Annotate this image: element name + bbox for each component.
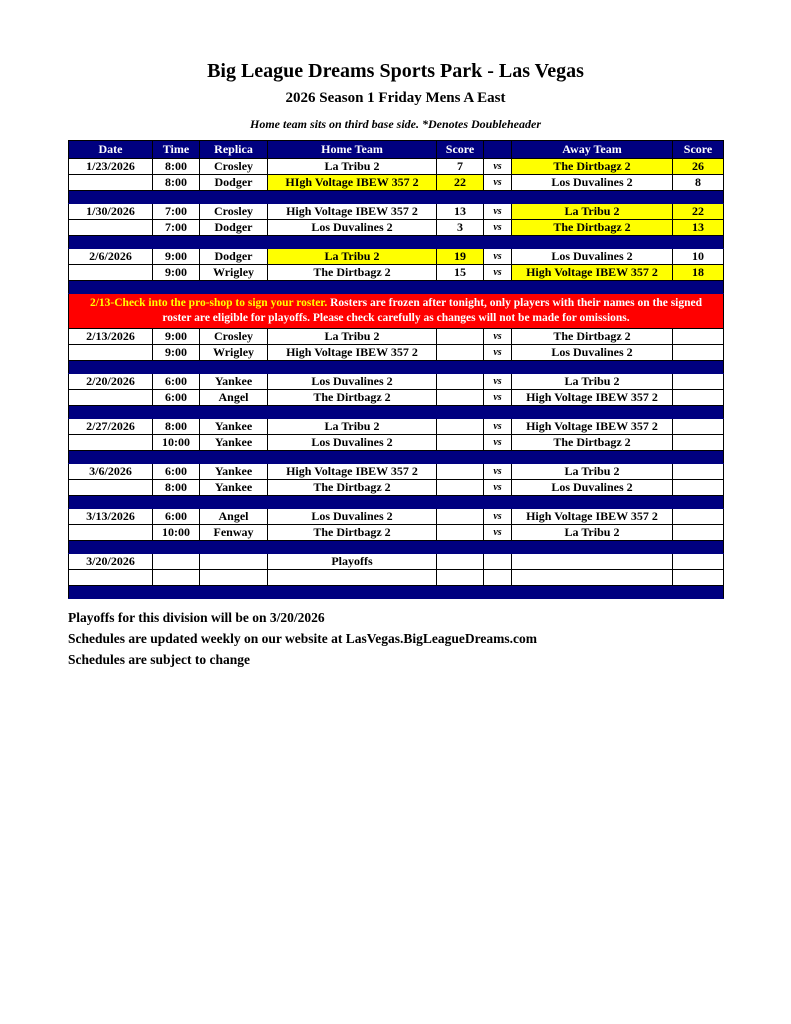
date-cell: 2/20/2026 xyxy=(69,373,153,389)
away-team-cell: High Voltage IBEW 357 2 xyxy=(512,265,673,281)
time-cell xyxy=(153,553,200,569)
header-away-team: Away Team xyxy=(512,141,673,159)
replica-cell: Dodger xyxy=(200,220,268,236)
roster-notice-row xyxy=(69,294,724,329)
game-row xyxy=(69,373,724,389)
separator-row xyxy=(69,540,724,553)
separator-row xyxy=(69,281,724,294)
away-score-cell xyxy=(673,344,724,360)
away-score-cell xyxy=(673,463,724,479)
game-row xyxy=(69,434,724,450)
away-score-cell: 18 xyxy=(673,265,724,281)
home-team-cell: Playoffs xyxy=(268,553,437,569)
replica-cell: Crosley xyxy=(200,204,268,220)
replica-cell: Yankee xyxy=(200,418,268,434)
home-score-cell xyxy=(437,344,484,360)
game-row xyxy=(69,344,724,360)
game-row xyxy=(69,204,724,220)
away-team-cell xyxy=(512,569,673,585)
replica-cell xyxy=(200,553,268,569)
vs-cell: vs xyxy=(484,328,512,344)
time-cell: 8:00 xyxy=(153,175,200,191)
game-row xyxy=(69,463,724,479)
separator-row xyxy=(69,405,724,418)
date-cell: 2/13/2026 xyxy=(69,328,153,344)
away-team-cell: Los Duvalines 2 xyxy=(512,175,673,191)
home-team-cell: The Dirtbagz 2 xyxy=(268,524,437,540)
replica-cell: Angel xyxy=(200,389,268,405)
vs-cell: vs xyxy=(484,373,512,389)
replica-cell: Crosley xyxy=(200,328,268,344)
date-cell: 3/13/2026 xyxy=(69,508,153,524)
header-vs xyxy=(484,141,512,159)
time-cell: 7:00 xyxy=(153,220,200,236)
vs-cell: vs xyxy=(484,265,512,281)
game-row xyxy=(69,524,724,540)
home-score-cell: 7 xyxy=(437,159,484,175)
home-score-cell xyxy=(437,434,484,450)
footer-notes xyxy=(68,608,723,671)
away-score-cell xyxy=(673,479,724,495)
vs-cell: vs xyxy=(484,508,512,524)
home-team-cell: High Voltage IBEW 357 2 xyxy=(268,344,437,360)
vs-cell: vs xyxy=(484,344,512,360)
separator-bar xyxy=(69,450,724,463)
game-row xyxy=(69,328,724,344)
away-team-cell: The Dirtbagz 2 xyxy=(512,434,673,450)
date-cell xyxy=(69,524,153,540)
page-subtitle: 2026 Season 1 Friday Mens A East xyxy=(285,90,506,106)
game-row xyxy=(69,479,724,495)
home-score-cell xyxy=(437,553,484,569)
schedule-body xyxy=(69,159,724,599)
date-cell: 1/30/2026 xyxy=(69,204,153,220)
date-cell xyxy=(69,479,153,495)
home-score-cell xyxy=(437,418,484,434)
time-cell: 6:00 xyxy=(153,373,200,389)
replica-cell xyxy=(200,569,268,585)
away-team-cell: Los Duvalines 2 xyxy=(512,479,673,495)
separator-bar xyxy=(69,495,724,508)
replica-cell: Angel xyxy=(200,508,268,524)
home-score-cell xyxy=(437,328,484,344)
schedule-table xyxy=(68,140,724,599)
away-score-cell xyxy=(673,418,724,434)
vs-cell: vs xyxy=(484,389,512,405)
date-cell xyxy=(69,220,153,236)
header-time: Time xyxy=(153,141,200,159)
replica-cell: Yankee xyxy=(200,479,268,495)
vs-cell: vs xyxy=(484,220,512,236)
away-score-cell xyxy=(673,508,724,524)
separator-bar xyxy=(69,281,724,294)
away-score-cell xyxy=(673,389,724,405)
home-team-cell: The Dirtbagz 2 xyxy=(268,389,437,405)
replica-cell: Yankee xyxy=(200,434,268,450)
date-cell xyxy=(69,569,153,585)
away-team-cell: La Tribu 2 xyxy=(512,204,673,220)
replica-cell: Dodger xyxy=(200,175,268,191)
home-team-cell xyxy=(268,569,437,585)
time-cell: 7:00 xyxy=(153,204,200,220)
home-team-cell: High Voltage IBEW 357 2 xyxy=(268,463,437,479)
vs-cell: vs xyxy=(484,204,512,220)
separator-row xyxy=(69,495,724,508)
replica-cell: Yankee xyxy=(200,463,268,479)
replica-cell: Wrigley xyxy=(200,344,268,360)
away-team-cell: The Dirtbagz 2 xyxy=(512,328,673,344)
home-score-cell xyxy=(437,389,484,405)
home-score-cell: 22 xyxy=(437,175,484,191)
time-cell: 9:00 xyxy=(153,328,200,344)
header-home-team: Home Team xyxy=(268,141,437,159)
footer-website-note: Schedules are updated weekly on our website at LasVegas.BigLeagueDreams.com xyxy=(68,630,538,646)
replica-cell: Wrigley xyxy=(200,265,268,281)
home-team-cell: HIgh Voltage IBEW 357 2 xyxy=(268,175,437,191)
replica-cell: Dodger xyxy=(200,249,268,265)
home-team-cell: Los Duvalines 2 xyxy=(268,373,437,389)
game-row xyxy=(69,418,724,434)
home-team-cell: The Dirtbagz 2 xyxy=(268,479,437,495)
date-cell xyxy=(69,175,153,191)
header-date: Date xyxy=(69,141,153,159)
away-score-cell: 8 xyxy=(673,175,724,191)
replica-cell: Crosley xyxy=(200,159,268,175)
away-score-cell: 22 xyxy=(673,204,724,220)
away-score-cell xyxy=(673,524,724,540)
time-cell: 6:00 xyxy=(153,508,200,524)
time-cell: 8:00 xyxy=(153,418,200,434)
separator-bar xyxy=(69,236,724,249)
away-team-cell: High Voltage IBEW 357 2 xyxy=(512,389,673,405)
away-score-cell xyxy=(673,569,724,585)
away-team-cell xyxy=(512,553,673,569)
game-row xyxy=(69,220,724,236)
home-score-cell: 3 xyxy=(437,220,484,236)
away-score-cell: 10 xyxy=(673,249,724,265)
header-replica: Replica xyxy=(200,141,268,159)
vs-cell xyxy=(484,553,512,569)
home-team-cell: Los Duvalines 2 xyxy=(268,220,437,236)
time-cell: 6:00 xyxy=(153,389,200,405)
away-team-cell: High Voltage IBEW 357 2 xyxy=(512,418,673,434)
time-cell: 6:00 xyxy=(153,463,200,479)
game-row xyxy=(69,569,724,585)
game-row xyxy=(69,553,724,569)
separator-bar xyxy=(69,540,724,553)
separator-row xyxy=(69,236,724,249)
separator-bar xyxy=(69,191,724,204)
vs-cell xyxy=(484,569,512,585)
away-team-cell: La Tribu 2 xyxy=(512,463,673,479)
away-score-cell xyxy=(673,373,724,389)
separator-row xyxy=(69,360,724,373)
away-score-cell: 13 xyxy=(673,220,724,236)
footer-change-note: Schedules are subject to change xyxy=(68,651,250,667)
home-team-note: Home team sits on third base side. *Denotes Doubleheader xyxy=(250,117,541,131)
header-home-score: Score xyxy=(437,141,484,159)
home-score-cell: 13 xyxy=(437,204,484,220)
time-cell xyxy=(153,569,200,585)
separator-bar xyxy=(69,360,724,373)
home-score-cell: 19 xyxy=(437,249,484,265)
home-team-cell: High Voltage IBEW 357 2 xyxy=(268,204,437,220)
home-team-cell: La Tribu 2 xyxy=(268,328,437,344)
vs-cell: vs xyxy=(484,463,512,479)
away-team-cell: High Voltage IBEW 357 2 xyxy=(512,508,673,524)
home-team-cell: La Tribu 2 xyxy=(268,249,437,265)
date-cell xyxy=(69,344,153,360)
vs-cell: vs xyxy=(484,159,512,175)
home-score-cell xyxy=(437,479,484,495)
away-team-cell: The Dirtbagz 2 xyxy=(512,220,673,236)
separator-row xyxy=(69,585,724,598)
vs-cell: vs xyxy=(484,434,512,450)
away-score-cell xyxy=(673,553,724,569)
page-title: Big League Dreams Sports Park - Las Vegas xyxy=(207,60,584,82)
vs-cell: vs xyxy=(484,479,512,495)
date-cell: 2/6/2026 xyxy=(69,249,153,265)
home-score-cell: 15 xyxy=(437,265,484,281)
away-score-cell xyxy=(673,434,724,450)
notice-body-text: Rosters are frozen after tonight, only players with their names on the signed roster are eligible for playoffs. Please check carefully as changes will not be made for omissions. xyxy=(162,297,703,324)
home-team-cell: Los Duvalines 2 xyxy=(268,434,437,450)
away-team-cell: The Dirtbagz 2 xyxy=(512,159,673,175)
game-row xyxy=(69,159,724,175)
replica-cell: Yankee xyxy=(200,373,268,389)
game-row xyxy=(69,175,724,191)
away-team-cell: Los Duvalines 2 xyxy=(512,249,673,265)
home-score-cell xyxy=(437,373,484,389)
vs-cell: vs xyxy=(484,175,512,191)
away-team-cell: La Tribu 2 xyxy=(512,524,673,540)
time-cell: 9:00 xyxy=(153,344,200,360)
date-cell: 2/27/2026 xyxy=(69,418,153,434)
time-cell: 9:00 xyxy=(153,249,200,265)
home-team-cell: La Tribu 2 xyxy=(268,159,437,175)
away-team-cell: La Tribu 2 xyxy=(512,373,673,389)
footer-playoffs-note: Playoffs for this division will be on 3/20/2026 xyxy=(68,609,325,625)
home-score-cell xyxy=(437,463,484,479)
home-score-cell xyxy=(437,508,484,524)
time-cell: 10:00 xyxy=(153,434,200,450)
date-cell xyxy=(69,265,153,281)
replica-cell: Fenway xyxy=(200,524,268,540)
game-row xyxy=(69,249,724,265)
separator-row xyxy=(69,191,724,204)
header-away-score: Score xyxy=(673,141,724,159)
home-team-cell: La Tribu 2 xyxy=(268,418,437,434)
time-cell: 8:00 xyxy=(153,479,200,495)
home-score-cell xyxy=(437,524,484,540)
separator-bar xyxy=(69,585,724,598)
time-cell: 10:00 xyxy=(153,524,200,540)
date-cell: 1/23/2026 xyxy=(69,159,153,175)
vs-cell: vs xyxy=(484,418,512,434)
date-cell xyxy=(69,389,153,405)
date-cell: 3/20/2026 xyxy=(69,553,153,569)
home-score-cell xyxy=(437,569,484,585)
time-cell: 8:00 xyxy=(153,159,200,175)
away-team-cell: Los Duvalines 2 xyxy=(512,344,673,360)
vs-cell: vs xyxy=(484,249,512,265)
home-team-cell: The Dirtbagz 2 xyxy=(268,265,437,281)
game-row xyxy=(69,265,724,281)
vs-cell: vs xyxy=(484,524,512,540)
away-score-cell: 26 xyxy=(673,159,724,175)
roster-notice xyxy=(69,294,724,329)
game-row xyxy=(69,389,724,405)
date-cell xyxy=(69,434,153,450)
time-cell: 9:00 xyxy=(153,265,200,281)
game-row xyxy=(69,508,724,524)
table-header-row xyxy=(69,141,724,159)
away-score-cell xyxy=(673,328,724,344)
notice-highlight-text: 2/13-Check into the pro-shop to sign your roster. xyxy=(89,297,331,309)
date-cell: 3/6/2026 xyxy=(69,463,153,479)
separator-bar xyxy=(69,405,724,418)
separator-row xyxy=(69,450,724,463)
home-team-cell: Los Duvalines 2 xyxy=(268,508,437,524)
